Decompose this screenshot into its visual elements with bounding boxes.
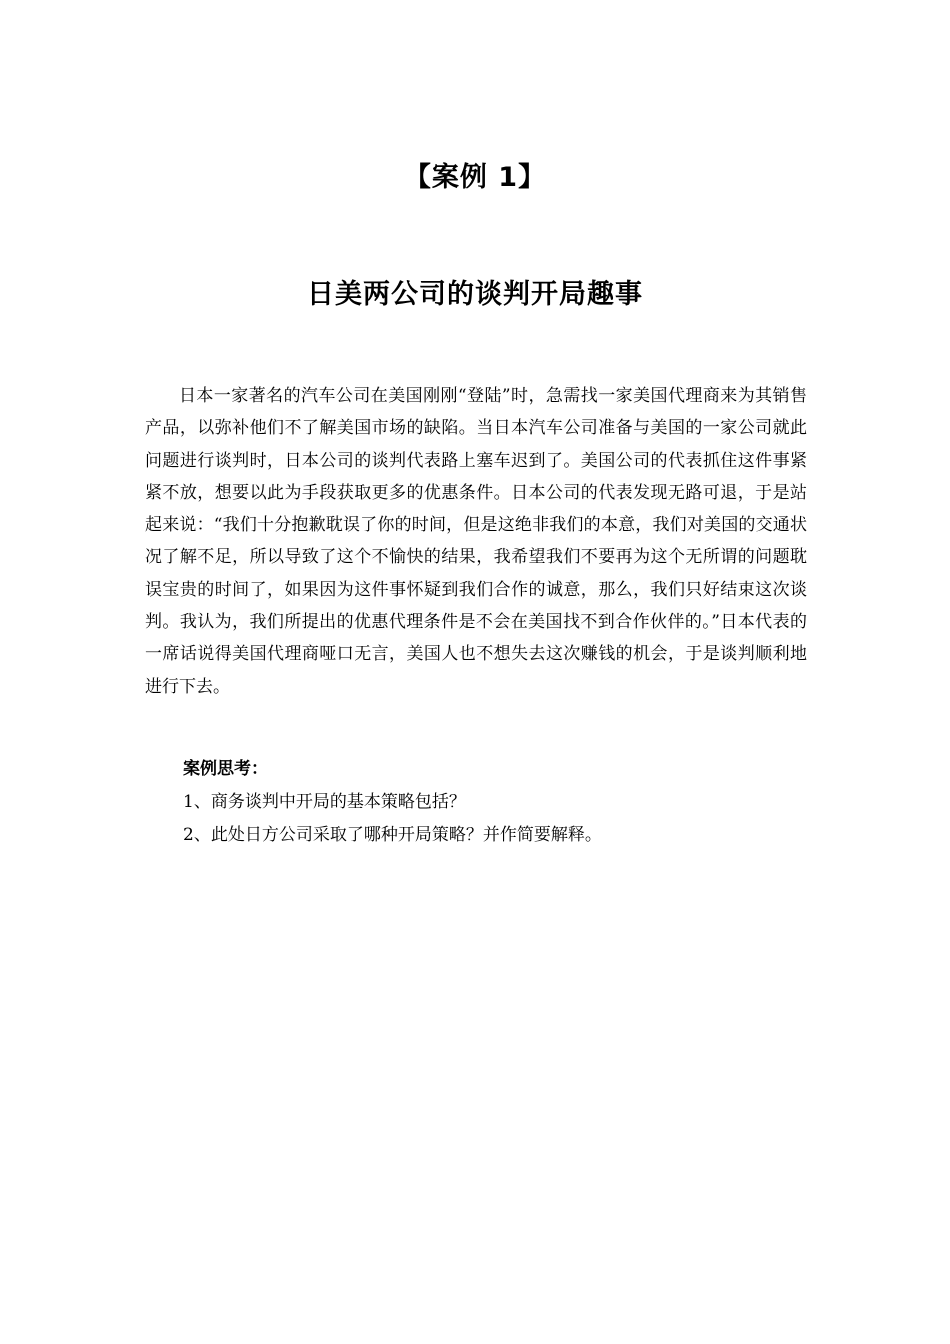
question-item: 2、此处日方公司采取了哪种开局策略？并作简要解释。 xyxy=(183,824,602,845)
question-item: 1、商务谈判中开局的基本策略包括？ xyxy=(183,792,466,812)
case-label: 【案例 1】 xyxy=(403,162,547,193)
document-title: 日美两公司的谈判开局趣事 xyxy=(307,279,643,310)
question-list xyxy=(183,786,602,851)
case-thinking-heading: 案例思考： xyxy=(183,759,268,779)
case-body-paragraph: 日本一家著名的汽车公司在美国刚刚“登陆”时，急需找一家美国代理商来为其销售产品，以弥补他们不了解美国市场的缺陷。当日本汽车公司准备与美国的一家公司就此问题进行谈判时，日本公司的谈判代表路上塞车迟到了。美国公司的代表抓住这件事紧紧不放，想要以此为手段获取更多的优惠条件。日本公司的代表发现无路可退，于是站起来说：“我们十分抱歉耽误了你的时间，但是这绝非我们的本意，我们对美国的交通状况了解不足，所以导致了这个不愉快的结果，我希望我们不要再为这个无所谓的问题耽误宝贵的时间了，如果因为这件事怀疑到我们合作的诚意，那么，我们只好结束这次谈判。我认为，我们所提出的优惠代理条件是不会在美国找不到合作伙伴的。”日本代表的一席话说得美国代理商哑口无言，美国人也不想失去这次赚钱的机会，于是谈判顺利地进行下去。 xyxy=(145,386,807,697)
